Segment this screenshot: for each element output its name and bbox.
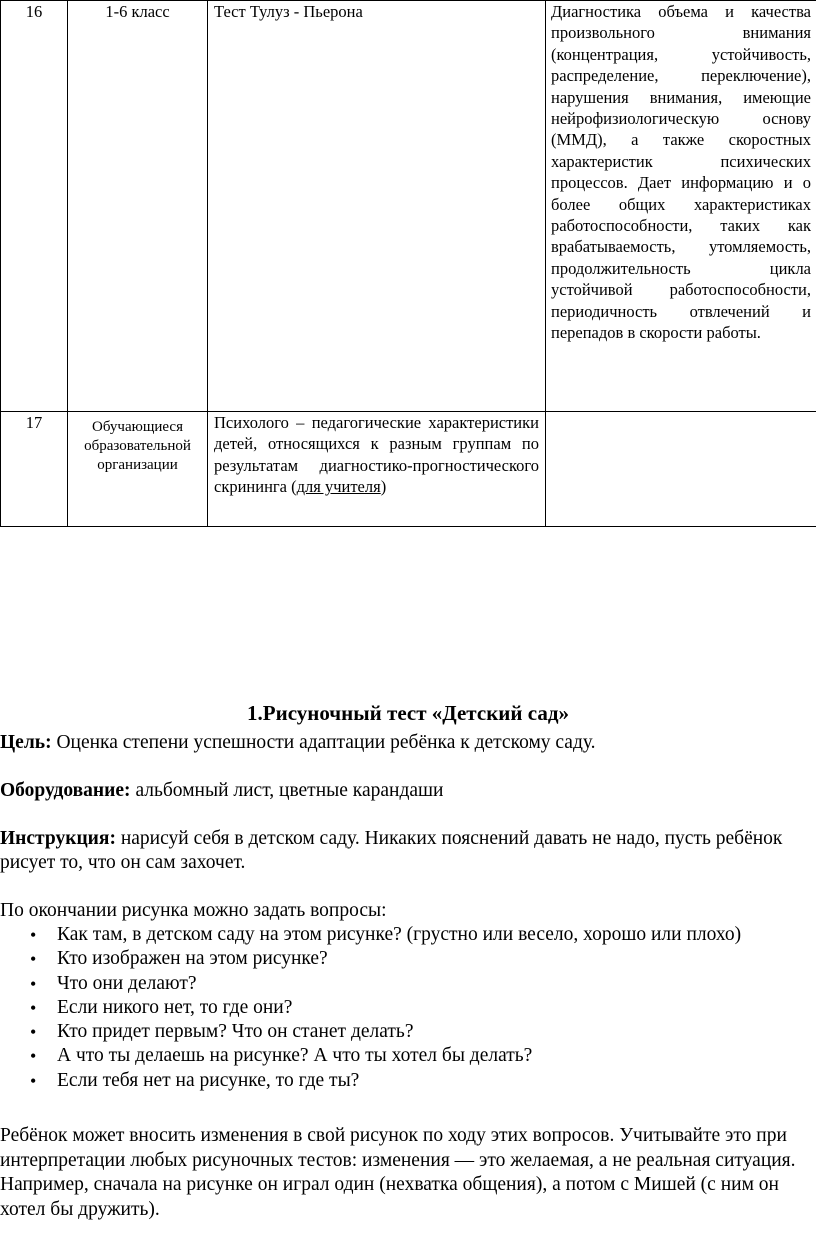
- final-paragraph: Ребёнок может вносить изменения в свой рисунок по ходу этих вопросов. Учитывайте это при интерпретации любых рисуночных тестов: изменения — это желаемая, а не реальная ситуация. Например, сначала на рисунке он играл один (нехватка общения), а потом с Мишей (с ним он хотел бы дружить).: [0, 1125, 796, 1220]
- equipment-label: Оборудование:: [0, 780, 131, 801]
- row-grade: 1-6 класс: [68, 1, 208, 412]
- row-method: Тест Тулуз - Пьерона: [208, 1, 546, 412]
- row-grade: Обучающиеся образовательной организации: [68, 412, 208, 527]
- instruction-text: нарисуй себя в детском саду. Никаких пояснений давать не надо, пусть ребёнок рисует то, что он сам захочет.: [0, 828, 783, 873]
- method-text: Психолого – педагогические характеристики детей, относящихся к разным группам по результатам диагностико-прогностического скрининга (: [214, 413, 539, 497]
- instruction-paragraph: [0, 827, 816, 875]
- equipment-line: [0, 779, 816, 803]
- goal-text: Оценка степени успешности адаптации ребёнка к детскому саду.: [51, 732, 596, 753]
- list-item: • А что ты делаешь на рисунке? А что ты хотел бы делать?: [0, 1044, 816, 1068]
- row-description: Диагностика объема и качества произвольного внимания (концентрация, устойчивость, распределение, переключение), нарушения внимания, имеющие нейрофизиологическую основу (ММД), а также скоростных характеристик психических процессов. Дает информацию и о более общих характеристиках работоспособности, таких как врабатываемость, утомляемость, продолжительность цикла устойчивой работоспособности, периодичность отвлечений и перепадов в скорости работы.: [546, 1, 816, 412]
- equipment-text: альбомный лист, цветные карандаши: [130, 780, 444, 801]
- instruction-label: Инструкция:: [0, 828, 116, 849]
- table-row: [1, 1, 816, 412]
- row-number: 16: [1, 1, 68, 412]
- list-item: • Кто придет первым? Что он станет делать?: [0, 1020, 816, 1044]
- list-item: • Кто изображен на этом рисунке?: [0, 947, 816, 971]
- test-title: 1.Рисуночный тест «Детский сад»: [247, 701, 569, 725]
- list-item: • Если никого нет, то где они?: [0, 996, 816, 1020]
- method-text-end: ): [380, 477, 387, 497]
- methods-table: [0, 0, 816, 527]
- table-row: [1, 412, 816, 527]
- questions-intro: По окончании рисунка можно задать вопросы:: [0, 900, 387, 921]
- row-number: 17: [1, 412, 68, 527]
- goal-line: [0, 731, 816, 755]
- questions-list: [0, 923, 816, 1093]
- list-item: • Как там, в детском саду на этом рисунке? (грустно или весело, хорошо или плохо): [0, 923, 816, 947]
- list-item: • Если тебя нет на рисунке, то где ты?: [0, 1069, 816, 1093]
- row-method: [208, 412, 546, 527]
- method-link[interactable]: для учителя: [296, 477, 381, 497]
- row-description: [546, 412, 816, 527]
- goal-label: Цель:: [0, 732, 52, 753]
- list-item: • Что они делают?: [0, 972, 816, 996]
